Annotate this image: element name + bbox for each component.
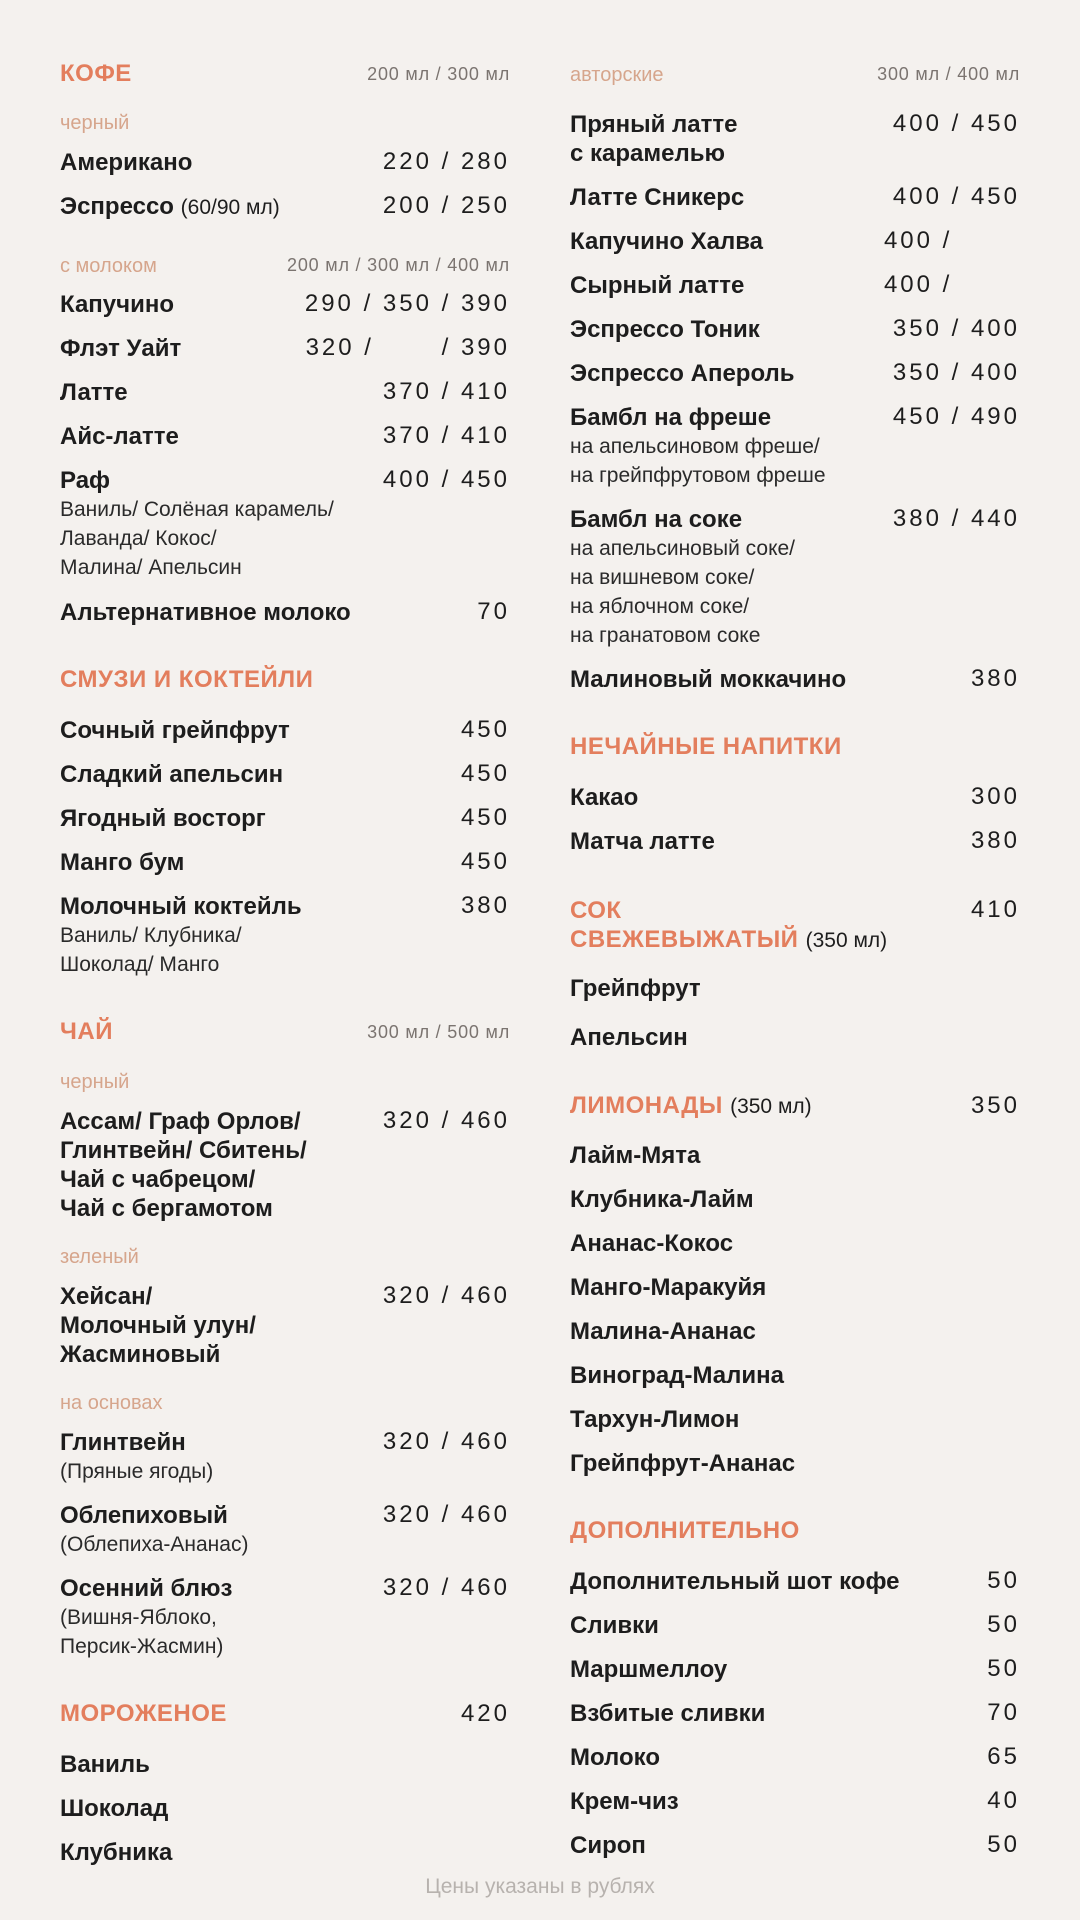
menu-item-price: 220 / 280 [382, 148, 510, 175]
menu-item-price: 40 [987, 1787, 1020, 1814]
menu-item-name: Капучино Халва [570, 228, 764, 255]
menu-item-name: Крем-чиз [570, 1788, 679, 1815]
menu-item-name: Молочный коктейль [60, 893, 302, 920]
tea-green-label: зеленый [60, 1246, 139, 1268]
menu-item-name: Манго бум [60, 849, 185, 876]
menu-item-name: Глинтвейн [60, 1429, 186, 1456]
menu-item-price: 50 [987, 1567, 1020, 1594]
menu-item-price: 300 [970, 783, 1020, 810]
section-title-smoothies: СМУЗИ И КОКТЕЙЛИ [60, 666, 314, 693]
author-volume: 300 мл / 400 мл [877, 64, 1020, 84]
menu-item-price: 400 / 450 [892, 110, 1020, 137]
coffee-volume: 200 мл / 300 мл [367, 64, 510, 84]
section-title-tea: ЧАЙ [60, 1018, 113, 1045]
menu-item-name: Клубника-Лайм [570, 1186, 754, 1213]
menu-item-price: 50 [987, 1611, 1020, 1638]
lemonades-note: (350 мл) [730, 1095, 812, 1118]
menu-item-name: Грейпфрут-Ананас [570, 1450, 796, 1477]
juice-price: 410 [970, 896, 1020, 923]
menu-item-name: Латте [60, 379, 128, 406]
menu-item-price: 370 / 410 [382, 378, 510, 405]
menu-item-name: Эспрессо Тоник [570, 316, 760, 343]
menu-item-price: 350 / 400 [892, 359, 1020, 386]
item-description: на апельсиновый соке/ на вишневом соке/ на яблочном соке/ на гранатовом соке [570, 537, 796, 647]
menu-item-name: Манго-Маракуйя [570, 1274, 767, 1301]
menu-item-name: Сочный грейпфрут [60, 717, 290, 744]
menu-item-name: Маршмеллоу [570, 1656, 728, 1683]
menu-item-name: Латте Сникерс [570, 184, 745, 211]
tea-black-label: черный [60, 1071, 130, 1093]
menu-item-price: 380 [460, 892, 510, 919]
item-description: (Облепиха-Ананас) [60, 1533, 249, 1556]
section-title-extras: ДОПОЛНИТЕЛЬНО [570, 1517, 800, 1544]
item-description: (Пряные ягоды) [60, 1460, 214, 1483]
icecream-price: 420 [460, 1700, 510, 1727]
menu-item-price: 200 / 250 [382, 192, 510, 219]
menu-item-name: Раф [60, 467, 111, 494]
menu-item-name: Ассам/ Граф Орлов/ Глинтвейн/ Сбитень/ Чай с чабрецом/ Чай с бергамотом [60, 1108, 307, 1222]
menu-item-name: Молоко [570, 1744, 660, 1771]
menu-item-price: 50 [987, 1655, 1020, 1682]
menu-item-price: 400 / 450 [382, 466, 510, 493]
section-title-juice: СОК СВЕЖЕВЫЖАТЫЙ (350 мл) [570, 897, 888, 953]
item-description: (Вишня-Яблоко, Персик-Жасмин) [60, 1606, 224, 1658]
lemonades-price: 350 [970, 1092, 1020, 1119]
juice-note: (350 мл) [805, 929, 888, 952]
menu-item-name: Эспрессо (60/90 мл) [60, 193, 280, 220]
section-title-lemonades: ЛИМОНАДЫ (350 мл) [570, 1092, 812, 1119]
menu-item-name: Американо [60, 149, 193, 176]
menu-item-price: 450 [460, 760, 510, 787]
item-note: (60/90 мл) [180, 196, 280, 219]
menu-item-price: 350 / 400 [892, 315, 1020, 342]
item-description: на апельсиновом фреше/ на грейпфрутовом фреше [570, 435, 826, 487]
menu-item-name: Сырный латте [570, 272, 745, 299]
menu-item-name: Апельсин [570, 1024, 688, 1051]
menu-item-name: Эспрессо Апероль [570, 360, 795, 387]
menu-item-price: 320 / 460 [382, 1428, 510, 1455]
menu-item-name: Какао [570, 784, 639, 811]
menu-item-name: Виноград-Малина [570, 1362, 784, 1389]
menu-item-price: 380 [970, 827, 1020, 854]
menu-item-price: 320 / 460 [382, 1282, 510, 1309]
prices-footnote: Цены указаны в рублях [425, 1875, 655, 1898]
coffee-milk-label: с молоком [60, 255, 157, 277]
tea-volume: 300 мл / 500 мл [367, 1022, 510, 1042]
menu-item-price: 370 / 410 [382, 422, 510, 449]
menu-item-price: 320 / / 390 [305, 334, 510, 361]
menu-item-price: 380 / 440 [892, 505, 1020, 532]
menu-item-name: Клубника [60, 1839, 173, 1866]
tea-base-label: на основах [60, 1392, 163, 1414]
menu-item-name: Малиновый моккачино [570, 666, 847, 693]
author-label: авторские [570, 64, 664, 86]
menu-item-name: Флэт Уайт [60, 335, 182, 362]
menu-item-price: 65 [987, 1743, 1020, 1770]
menu-item-price: 320 / 460 [382, 1501, 510, 1528]
menu-item-name: Ананас-Кокос [570, 1230, 734, 1257]
menu-item-name: Айс-латте [60, 423, 179, 450]
menu-item-price: 70 [987, 1699, 1020, 1726]
menu-item-name: Ягодный восторг [60, 805, 266, 832]
menu-item-name: Альтернативное молоко [60, 599, 351, 626]
menu-item-name: Облепиховый [60, 1502, 228, 1529]
menu-item-price: 290 / 350 / 390 [304, 290, 510, 317]
menu-item-price: 400 / [883, 227, 1020, 254]
section-title-icecream: МОРОЖЕНОЕ [60, 1700, 227, 1727]
menu-item-name: Взбитые сливки [570, 1700, 766, 1727]
menu-item-name: Матча латте [570, 828, 715, 855]
item-description: Ваниль/ Клубника/ Шоколад/ Манго [60, 924, 242, 976]
menu-item-name: Лайм-Мята [570, 1142, 701, 1169]
menu-item-name: Сироп [570, 1832, 646, 1859]
menu-item-name: Дополнительный шот кофе [570, 1568, 900, 1595]
menu-item-price: 50 [987, 1831, 1020, 1858]
menu-item-name: Капучино [60, 291, 174, 318]
menu-item-price: 400 / [883, 271, 1020, 298]
menu-item-name: Хейсан/ Молочный улун/ Жасминовый [60, 1283, 256, 1368]
item-description: Ваниль/ Солёная карамель/ Лаванда/ Кокос/ Малина/ Апельсин [60, 498, 334, 579]
menu-item-price: 70 [477, 598, 510, 625]
menu-item-price: 400 / 450 [892, 183, 1020, 210]
menu-item-name: Пряный латте с карамелью [570, 111, 738, 167]
menu-item-name: Малина-Ананас [570, 1318, 756, 1345]
section-title-coffee: КОФЕ [60, 60, 132, 87]
menu-item-price: 380 [970, 665, 1020, 692]
menu-item-price: 450 [460, 716, 510, 743]
menu-item-name: Сливки [570, 1612, 659, 1639]
coffee-milk-volume: 200 мл / 300 мл / 400 мл [287, 255, 510, 275]
menu-item-name: Грейпфрут [570, 975, 701, 1002]
menu-item-name: Сладкий апельсин [60, 761, 284, 788]
menu-item-price: 320 / 460 [382, 1574, 510, 1601]
menu-item-price: 320 / 460 [382, 1107, 510, 1134]
section-title-noncoffee: НЕЧАЙНЫЕ НАПИТКИ [570, 733, 842, 760]
menu-item-price: 450 [460, 804, 510, 831]
menu-item-name: Шоколад [60, 1795, 169, 1822]
menu-item-price: 450 [460, 848, 510, 875]
menu-item-name: Осенний блюз [60, 1575, 233, 1602]
menu-item-name: Бамбл на фреше [570, 404, 772, 431]
menu-item-price: 450 / 490 [892, 403, 1020, 430]
menu-item-name: Ваниль [60, 1751, 150, 1778]
coffee-black-label: черный [60, 112, 130, 134]
menu-item-name: Бамбл на соке [570, 506, 743, 533]
menu-item-name: Тархун-Лимон [570, 1406, 740, 1433]
